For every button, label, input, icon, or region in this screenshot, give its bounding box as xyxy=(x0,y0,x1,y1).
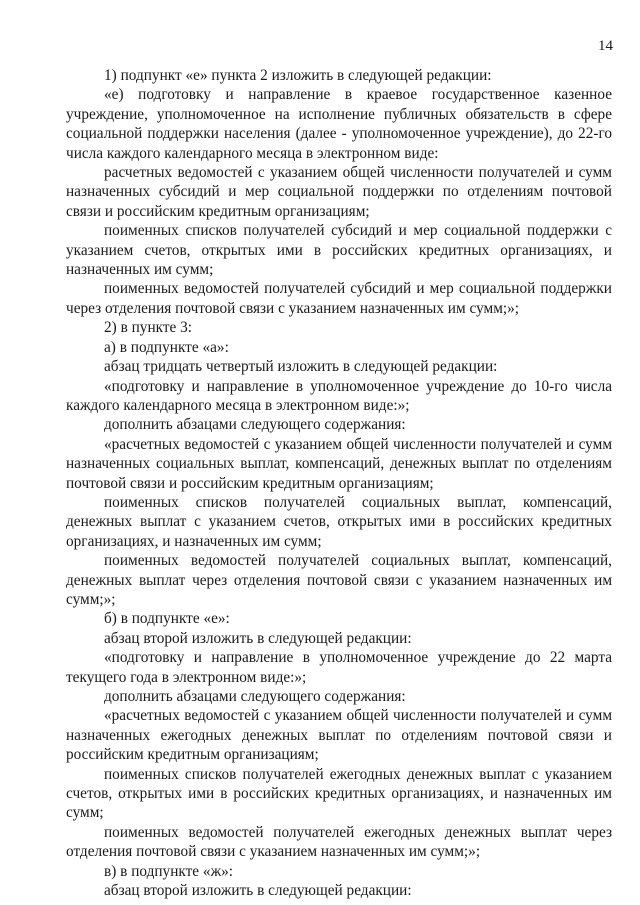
paragraph-4: поименных списков получателей субсидий и мер социальной поддержки с указанием счетов, открытых ими в российских кредитных организациях, и назначенных им сумм; xyxy=(66,222,612,279)
paragraph-19: поименных списков получателей ежегодных денежных выплат с указанием счетов, открытых ими в российских кредитных организациях, и назначенных им сумм; xyxy=(66,765,612,822)
paragraph-18: «расчетных ведомостей с указанием общей численности получателей и сумм назначенных ежегодных денежных выплат по отделениям почтовой связи и российским кредитным организациям; xyxy=(66,707,612,764)
document-body xyxy=(66,66,612,900)
paragraph-21: в) в подпункте «ж»: xyxy=(104,862,234,880)
paragraph-6: 2) в пункте 3: xyxy=(104,319,193,337)
paragraph-10: дополнить абзацами следующего содержания: xyxy=(104,416,406,434)
page-number: 14 xyxy=(598,38,613,54)
paragraph-15: абзац второй изложить в следующей редакции: xyxy=(104,629,412,647)
paragraph-14: б) в подпункте «е»: xyxy=(104,610,230,628)
paragraph-3: расчетных ведомостей с указанием общей численности получателей и сумм назначенных субсидий и мер социальной поддержки по отделениям почтовой связи и российским кредитным организациям; xyxy=(66,164,612,220)
paragraph-12: поименных списков получателей социальных выплат, компенсаций, денежных выплат с указанием счетов, открытых ими в российских кредитных организациях, и назначенных им сумм; xyxy=(66,493,612,550)
paragraph-9: «подготовку и направление в уполномоченное учреждение до 10-го числа каждого календарного месяца в электронном виде:»; xyxy=(66,377,612,414)
paragraph-8: абзац тридцать четвертый изложить в следующей редакции: xyxy=(104,358,498,376)
paragraph-5: поименных ведомостей получателей субсидий и мер социальной поддержки через отделения почтовой связи с указанием назначенных им сумм;»; xyxy=(66,280,612,317)
paragraph-1: 1) подпункт «е» пункта 2 изложить в следующей редакции: xyxy=(104,67,492,84)
paragraph-13: поименных ведомостей получателей социальных выплат, компенсаций, денежных выплат через отделения почтовой связи с указанием назначенных им сумм;»; xyxy=(66,552,612,608)
paragraph-2: «е) подготовку и направление в краевое государственное казенное учреждение, уполномоченное на исполнение публичных обязательств в сфере социальной поддержки населения (далее - уполномоченное учреждение), до 22-го числа каждого календарного месяца в электронном виде: xyxy=(66,86,612,162)
paragraph-16: «подготовку и направление в уполномоченное учреждение до 22 марта текущего года в электронном виде:»; xyxy=(66,649,612,686)
paragraph-11: «расчетных ведомостей с указанием общей численности получателей и сумм назначенных социальных выплат, компенсаций, денежных выплат по отделениям почтовой связи и российским кредитным организациям; xyxy=(66,435,612,492)
paragraph-20: поименных ведомостей получателей ежегодных денежных выплат через отделения почтовой связи с указанием назначенных им сумм;»; xyxy=(66,823,612,861)
paragraph-22: абзац второй изложить в следующей редакции: xyxy=(104,882,412,900)
paragraph-7: а) в подпункте «а»: xyxy=(104,338,229,356)
paragraph-17: дополнить абзацами следующего содержания: xyxy=(104,688,406,705)
